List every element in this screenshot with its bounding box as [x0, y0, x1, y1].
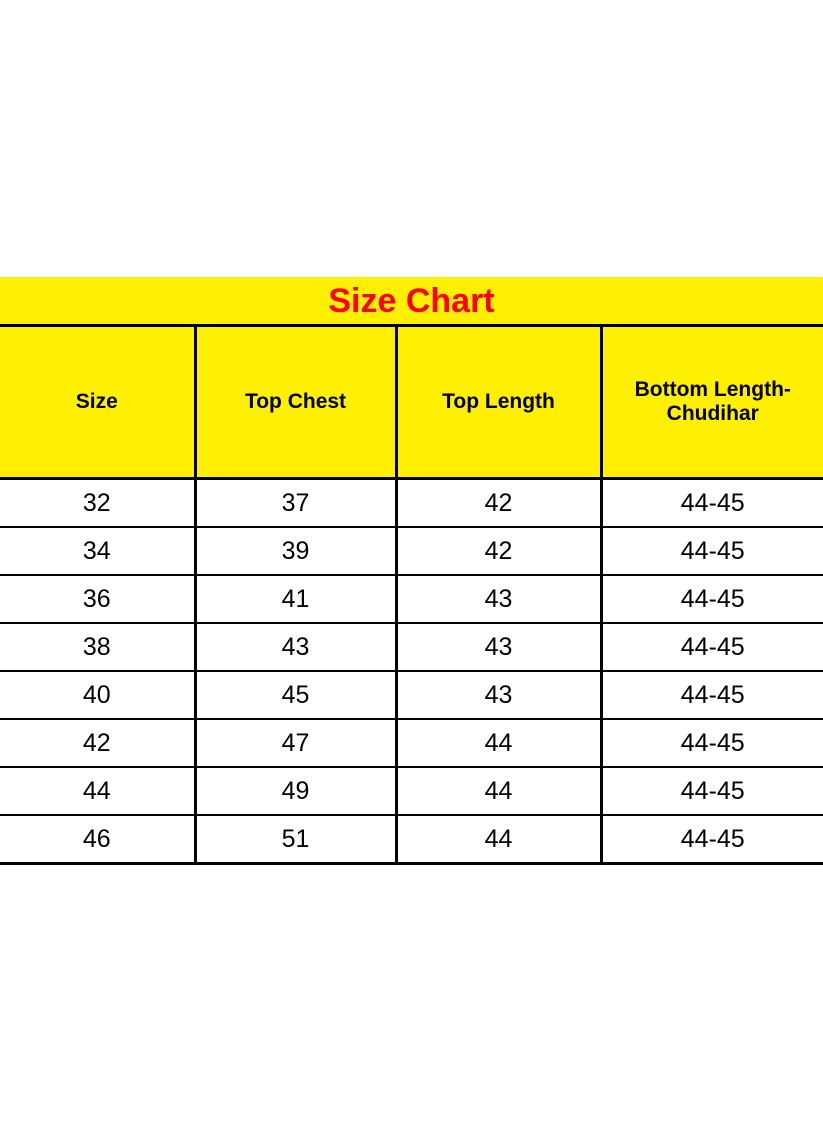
table-row	[0, 767, 823, 815]
cell-top-length: 42	[396, 527, 601, 575]
cell-size: 32	[0, 479, 195, 528]
cell-top-chest: 47	[195, 719, 396, 767]
cell-top-chest: 51	[195, 815, 396, 864]
cell-top-length: 44	[396, 767, 601, 815]
table-body	[0, 479, 823, 864]
cell-size: 44	[0, 767, 195, 815]
column-header-bottom-length-chudihar: Bottom Length-Chudihar	[601, 327, 823, 479]
cell-bottom-length: 44-45	[601, 719, 823, 767]
cell-top-chest: 37	[195, 479, 396, 528]
page-title: Size Chart	[328, 281, 495, 320]
cell-size: 34	[0, 527, 195, 575]
cell-top-length: 42	[396, 479, 601, 528]
cell-top-chest: 49	[195, 767, 396, 815]
cell-bottom-length: 44-45	[601, 527, 823, 575]
cell-size: 36	[0, 575, 195, 623]
column-header-top-chest: Top Chest	[195, 327, 396, 479]
table-row	[0, 623, 823, 671]
table-row	[0, 815, 823, 864]
cell-size: 40	[0, 671, 195, 719]
cell-top-length: 44	[396, 815, 601, 864]
cell-top-length: 43	[396, 671, 601, 719]
cell-top-chest: 43	[195, 623, 396, 671]
table-row	[0, 527, 823, 575]
cell-bottom-length: 44-45	[601, 623, 823, 671]
cell-size: 42	[0, 719, 195, 767]
cell-size: 46	[0, 815, 195, 864]
cell-bottom-length: 44-45	[601, 479, 823, 528]
table-row	[0, 671, 823, 719]
cell-top-chest: 39	[195, 527, 396, 575]
size-chart-title-band	[0, 277, 823, 327]
cell-size: 38	[0, 623, 195, 671]
cell-top-length: 43	[396, 623, 601, 671]
table-row	[0, 479, 823, 528]
cell-top-length: 44	[396, 719, 601, 767]
table-header	[0, 327, 823, 479]
cell-bottom-length: 44-45	[601, 671, 823, 719]
cell-bottom-length: 44-45	[601, 575, 823, 623]
table-row	[0, 719, 823, 767]
size-chart	[0, 277, 823, 865]
cell-bottom-length: 44-45	[601, 767, 823, 815]
column-header-size: Size	[0, 327, 195, 479]
cell-top-length: 43	[396, 575, 601, 623]
cell-bottom-length: 44-45	[601, 815, 823, 864]
table-row	[0, 575, 823, 623]
cell-top-chest: 41	[195, 575, 396, 623]
table-header-row	[0, 327, 823, 479]
size-chart-table	[0, 327, 823, 865]
cell-top-chest: 45	[195, 671, 396, 719]
column-header-top-length: Top Length	[396, 327, 601, 479]
